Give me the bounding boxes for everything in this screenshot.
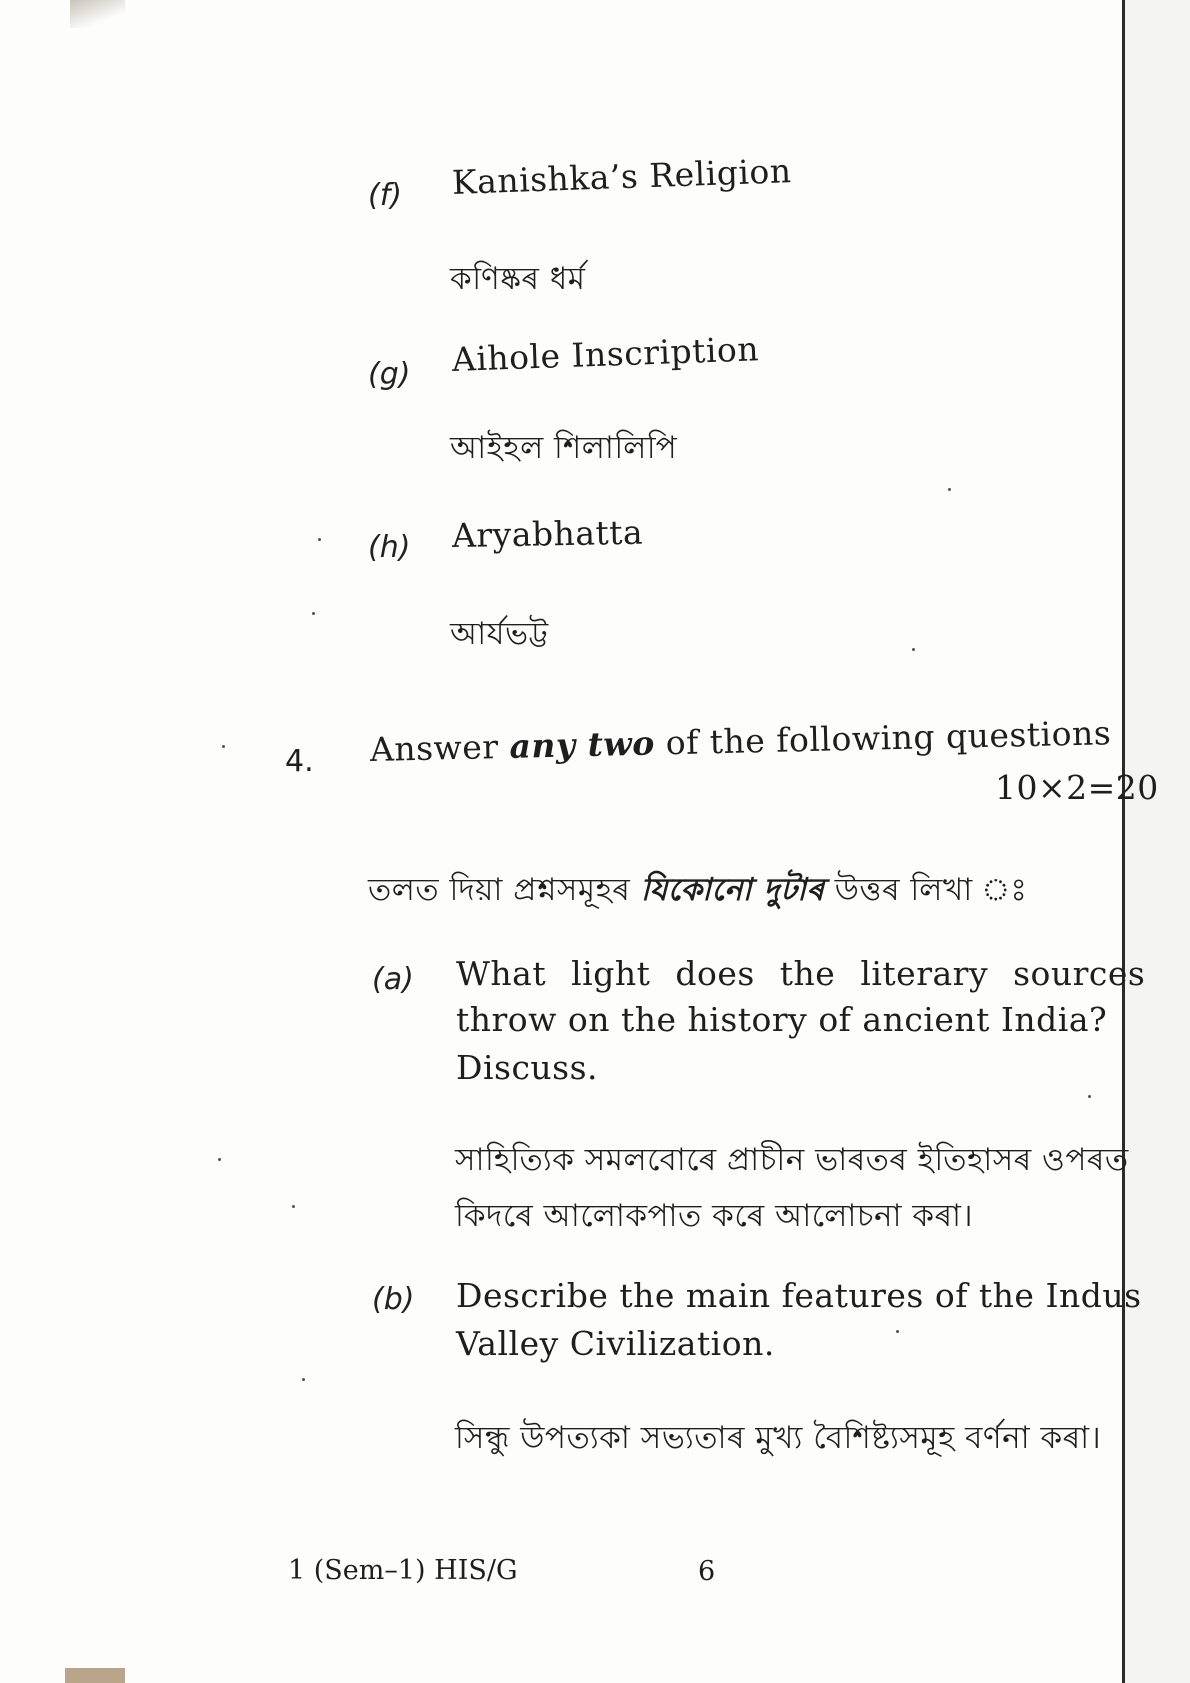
question-4-instruction — [370, 713, 1112, 769]
scan-speck — [302, 1378, 305, 1381]
subquestion-a-line-1: What light does the literary sources — [456, 954, 1146, 993]
scan-speck — [222, 745, 225, 748]
scan-speck — [896, 1330, 899, 1333]
item-g-english: Aihole Inscription — [451, 329, 760, 379]
scan-corner-mark — [70, 0, 125, 28]
item-f-assamese: কণিষ্কৰ ধৰ্ম — [450, 261, 586, 297]
subquestion-a-line-2: throw on the history of ancient India? — [456, 1000, 1108, 1039]
item-h-label: (h) — [368, 530, 411, 565]
scan-speck — [292, 1205, 295, 1208]
scan-speck — [218, 1158, 221, 1161]
subquestion-b-line-1: Describe the main features of the Indus — [456, 1276, 1142, 1315]
question-4-number: 4. — [285, 744, 314, 779]
item-g-assamese: আইহল শিলালিপি — [450, 430, 678, 466]
footer-page-number: 6 — [698, 1556, 716, 1587]
question-4-assamese-instruction — [368, 866, 1027, 918]
instruction-prefix: Answer — [369, 727, 499, 769]
subquestion-b-label: (b) — [372, 1282, 415, 1317]
subquestion-a-assamese-1: সাহিত্যিক সমলবোৰে প্ৰাচীন ভাৰতৰ ইতিহাসৰ ওপৰত — [455, 1142, 1129, 1178]
subquestion-a-line-3: Discuss. — [456, 1048, 599, 1087]
subquestion-b-line-2: Valley Civilization. — [456, 1324, 775, 1363]
assamese-emphasis: যিকোনো দুটাৰ — [640, 872, 825, 908]
subquestion-a-assamese-2: কিদৰে আলোকপাত কৰে আলোচনা কৰা। — [455, 1198, 974, 1234]
item-g-label: (g) — [368, 357, 411, 392]
sheet-edge — [1122, 0, 1125, 1683]
subquestion-b-assamese: সিন্ধু উপত্যকা সভ্যতাৰ মুখ্য বৈশিষ্ট্যসমূহ বৰ্ণনা কৰা। — [455, 1420, 1102, 1456]
scan-corner-mark — [65, 1668, 125, 1683]
item-h-assamese: আৰ্যভট্ট — [450, 616, 549, 652]
assamese-prefix: তলত দিয়া প্ৰশ্নসমূহৰ — [368, 872, 631, 908]
scan-speck — [318, 538, 321, 541]
sheet-margin — [1125, 0, 1190, 1683]
assamese-suffix: উত্তৰ লিখা ঃ — [834, 872, 1028, 908]
footer-paper-code: 1 (Sem–1) HIS/G — [288, 1555, 518, 1586]
instruction-suffix: of the following questions — [665, 713, 1112, 763]
scan-speck — [1088, 1095, 1091, 1098]
question-4-marks: 10×2=20 — [995, 768, 1159, 807]
scan-speck — [312, 612, 315, 615]
item-f-english: Kanishka’s Religion — [451, 151, 793, 202]
item-f-label: (f) — [368, 178, 402, 213]
instruction-emphasis: any two — [509, 723, 656, 766]
scan-speck — [948, 488, 951, 491]
item-h-english: Aryabhatta — [451, 512, 644, 555]
subquestion-a-label: (a) — [372, 962, 414, 997]
scan-speck — [912, 648, 915, 651]
